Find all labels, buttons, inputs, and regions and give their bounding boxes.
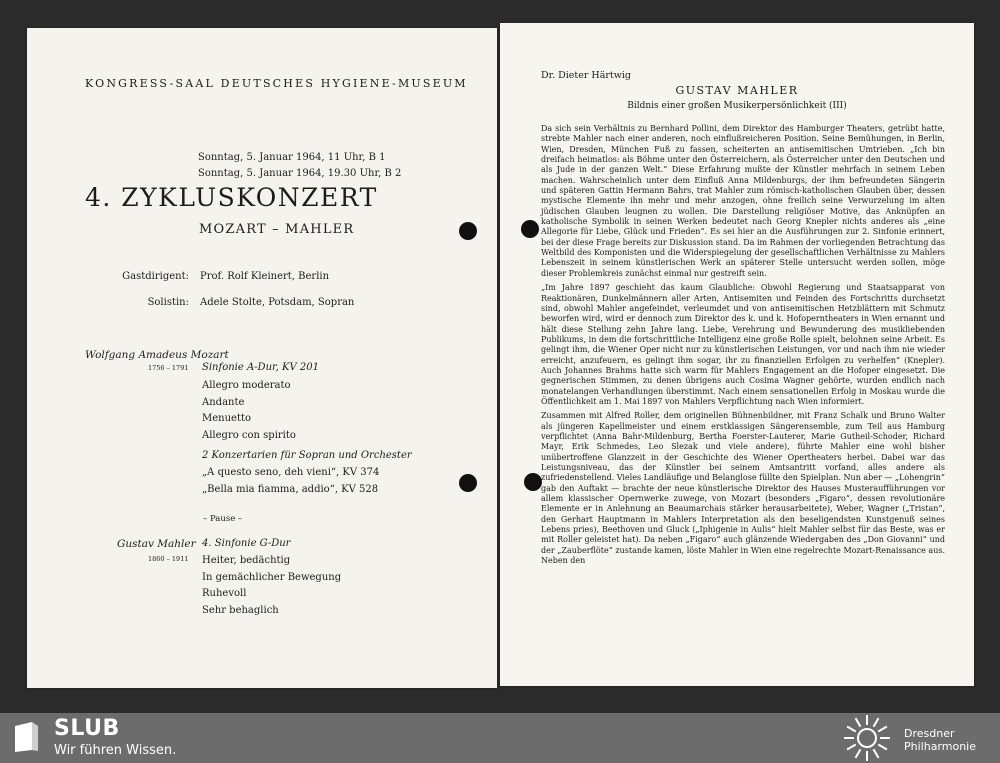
program-page [27,28,497,688]
aria: „Bella mia fiamma, addio“, KV 528 [202,484,379,495]
work-title: 4. Sinfonie G-Dur [202,538,291,549]
library-name: SLUB [54,716,120,741]
punch-hole [459,222,477,240]
movement: In gemächlicher Bewegung [202,572,342,583]
composer-years: 1860 – 1911 [148,555,189,563]
composer-years: 1756 – 1791 [148,364,189,372]
movement: Andante [202,397,245,408]
movement: Menuetto [202,413,252,424]
essay-paragraph: Da sich sein Verhältnis zu Bernhard Pollini, dem Direktor des Hamburger Theaters, getrübt hatte, strebte Mahler nach einer anderen, noch einflußreicheren Position. Seine Bemühungen, in Berlin, Wien, Dresden, München Fuß zu fassen, scheiterten an antisemitischen Umtrieben. „Ich bin dreifach heimatlos: als Böhme unter den Österreichern, als Österreicher unter den Deutschen und als Jude in der ganzen Welt.“ Diese Erfahrung mußte der Künstler mehrfach in seinem Leben machen. Wahrscheinlich unter dem Einfluß Anna Mildenburgs, der ihm befreundeten Sängerin und späteren Gattin Hermann Bahrs, trat Mahler zum römisch-katholischen Glauben über, dessen mystische Elemente ihn mehr und mehr anzogen, ohne freilich seine Verwurzelung im alten jüdischen Glauben leugnen zu wollen. Die Darstellung religiöser Motive, das Anknüpfen an katholische Symbolik in seinen Werken bedeutet nach Georg Knepler nichts anderes als „eine Allegorie für Liebe, Glück und Frieden“. Es sei hier an die Ausführungen zur 2. Sinfonie erinnert, bei der diese Frage bereits zur Diskussion stand. Da im Rahmen der vorliegenden Betrachtung das Weltbild des Komponisten und die Widerspiegelung der gesellschaftlichen Verhältnisse zu Mahlers Lebenszeit in seinem künstlerischen Werk an späterer Stelle untersucht werden sollen, möge dieser Problemkreis zunächst einmal nur gestreift sein. [541,124,945,278]
partner-name-line: Philharmonie [904,740,976,753]
library-tagline: Wir führen Wissen. [54,743,177,758]
venue: KONGRESS-SAAL DEUTSCHES HYGIENE-MUSEUM [85,77,468,90]
movement: Allegro con spirito [202,430,296,441]
pause-label: – Pause – [203,514,243,524]
essay-body [541,124,945,570]
punch-hole [459,474,477,492]
conductor: Prof. Rolf Kleinert, Berlin [200,271,330,282]
concert-subtitle: MOZART – MAHLER [199,222,355,237]
essay-title: GUSTAV MAHLER [675,84,799,97]
partner-name-line: Dresdner [904,727,955,740]
punch-hole [524,473,542,491]
soloist-label: Solistin: [147,297,189,308]
movement: Ruhevoll [202,588,247,599]
essay-subtitle: Bildnis einer großen Musikerpersönlichkeit (III) [627,101,847,111]
essay-author: Dr. Dieter Härtwig [541,70,631,81]
concert-title: 4. ZYKLUSKONZERT [85,183,378,212]
movement: Sehr behaglich [202,605,279,616]
concert-date: Sonntag, 5. Januar 1964, 19.30 Uhr, B 2 [198,168,402,179]
aria: „A questo seno, deh vieni“, KV 374 [202,467,380,478]
slub-logo-icon [12,720,42,754]
movement: Heiter, bedächtig [202,555,291,566]
conductor-label: Gastdirigent: [122,271,189,282]
essay-paragraph: Zusammen mit Alfred Roller, dem originellen Bühnenbildner, mit Franz Schalk und Bruno Walter als jüngeren Kapellmeister und einem erstklassigen Sängerensemble, zum Teil aus Hamburg verpflichtet (Anna Bahr-Mildenburg, Bertha Foerster-Lauterer, Marie Gutheil-Schoder, Richard Mayr, Erik Schmedes, Leo Slezak und viele andere), führte Mahler eine wohl bisher unübertroffene Glanzzeit in der Geschichte des Wiener Opertheaters herbei. Dabei war das Leistungsniveau, das der Künstler bei seinem Amtsantritt vorfand, alles andere als zufriedenstellend. Vieles Landläufige und Belanglose füllte den Spielplan. Nun aber — „Lohengrin“ gab den Auftakt — brachte der neue künstlerische Direktor des Hauses Musteraufführungen vor allem klassischer Opernwerke zuwege, von Mozart (besonders „Figaro“, dessen revolutionäre Elemente er in Anlehnung an Beaumarchais stärker herausarbeitete), Weber, Wagner („Tristan“, den Gerhart Hauptmann in Mahlers Interpretation als den beseligendsten Kunstgenuß seines Lebens pries), Beethoven und Gluck („Iphigenie in Aulis“ hielt Mahler selbst für das Beste, was er mit Roller geleistet hat). Da neben „Figaro“ auch glänzende Wiedergaben des „Don Giovanni“ und der „Zauberflöte“ zustande kamen, löste Mahler in Wien eine regelrechte Mozart-Renaissance aus. Neben den [541,411,945,566]
partner-name [904,727,976,753]
soloist: Adele Stolte, Potsdam, Sopran [200,297,355,308]
composer-name: Wolfgang Amadeus Mozart [85,349,229,361]
essay-paragraph: „Im Jahre 1897 geschieht das kaum Glaubliche: Obwohl Regierung und Staatsapparat von Reaktionären, Dunkelmännern aller Arten, Antisemiten und Feinden des Fortschritts durchsetzt sind, obwohl Mahler angefeindet, verleumdet und von antisemitischen Hetzblättern mit Schmutz beworfen wird, wird er dennoch zum Direktor des k. und k. Hofoperntheaters in Wien ernannt und hält diese Stellung zehn Jahre lang. Liebe, Verehrung und Bewunderung des musikliebenden Publikums, in dem die fortschrittliche Intelligenz eine große Rolle spielt, belohnen seine Arbeit. Es gelingt ihm, die Wiener Oper nicht nur zu künstlerischen Leistungen, vor und nach ihm nie wieder erreicht, anzufeuern, es gelingt ihm sogar, ihr zu finanziellen Erfolgen zu verhelfen“ (Knepler). Auch Johannes Brahms hatte sich warm für Mahlers Engagement an die Hofoper eingesetzt. Die gegnerischen Stimmen, zu denen übrigens auch Cosima Wagner gehörte, wurden endlich nach monatelangen Verhandlungen überstimmt. Nach einem sensationellen Erfolg in Moskau wurde die Öffentlichkeit am 1. Mai 1897 von Mahlers Verpflichtung nach Wien informiert. [541,283,945,406]
essay-page [500,23,974,686]
footer-bar [0,713,1000,763]
composer-name: Gustav Mahler [117,538,196,550]
concert-date: Sonntag, 5. Januar 1964, 11 Uhr, B 1 [198,152,386,163]
punch-hole [521,220,539,238]
work-title: Sinfonie A-Dur, KV 201 [202,362,320,373]
philharmonie-logo-icon [839,713,895,763]
work-title: 2 Konzertarien für Sopran und Orchester [202,450,412,461]
movement: Allegro moderato [202,380,291,391]
